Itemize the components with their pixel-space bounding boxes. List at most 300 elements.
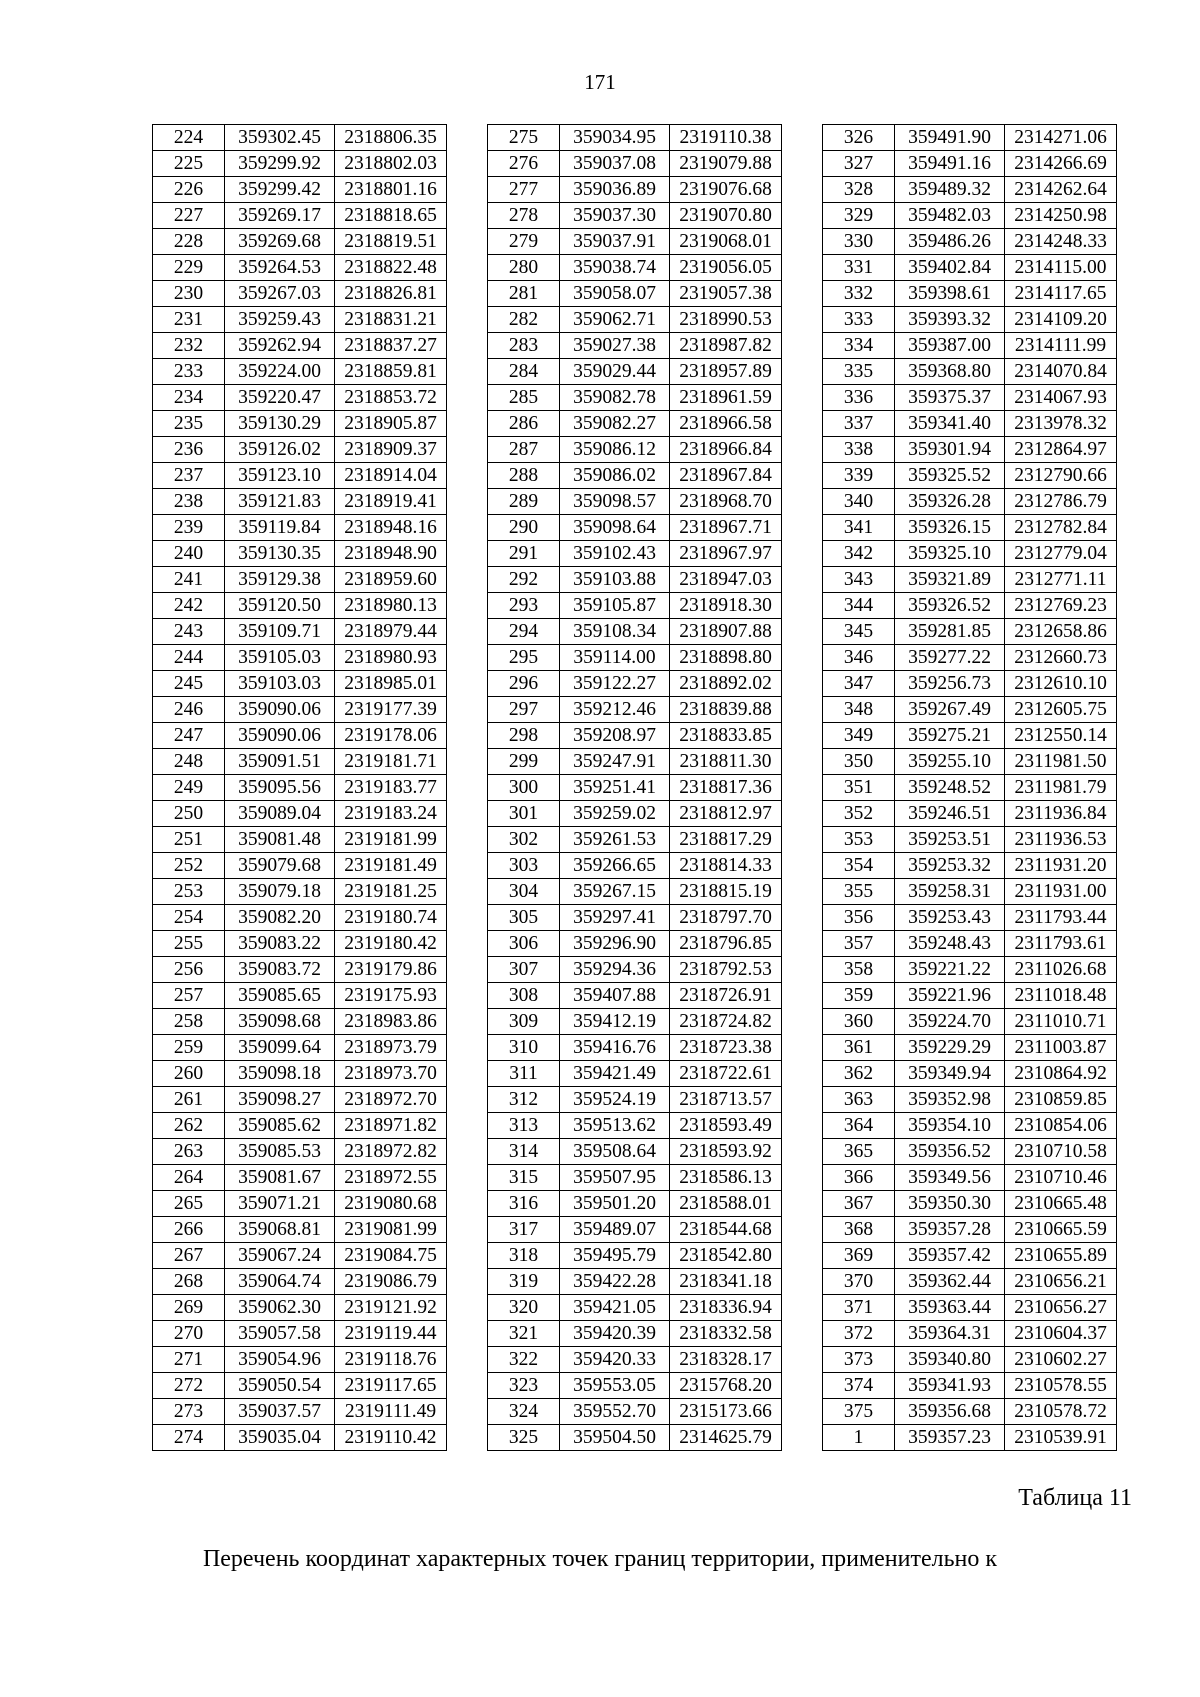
table-row bbox=[153, 1217, 447, 1243]
y-coordinate-cell: 2319080.68 bbox=[335, 1191, 447, 1217]
point-number-cell: 240 bbox=[153, 541, 225, 567]
table-row bbox=[488, 229, 782, 255]
point-number-cell: 309 bbox=[488, 1009, 560, 1035]
point-number-cell: 258 bbox=[153, 1009, 225, 1035]
table-row bbox=[153, 1399, 447, 1425]
y-coordinate-cell: 2319180.74 bbox=[335, 905, 447, 931]
table-row bbox=[823, 307, 1117, 333]
point-number-cell: 325 bbox=[488, 1425, 560, 1451]
y-coordinate-cell: 2315173.66 bbox=[670, 1399, 782, 1425]
point-number-cell: 373 bbox=[823, 1347, 895, 1373]
x-coordinate-cell: 359321.89 bbox=[895, 567, 1005, 593]
table-row bbox=[488, 1087, 782, 1113]
table-row bbox=[153, 853, 447, 879]
y-coordinate-cell: 2312864.97 bbox=[1005, 437, 1117, 463]
point-number-cell: 324 bbox=[488, 1399, 560, 1425]
table-row bbox=[153, 203, 447, 229]
y-coordinate-cell: 2318792.53 bbox=[670, 957, 782, 983]
x-coordinate-cell: 359507.95 bbox=[560, 1165, 670, 1191]
y-coordinate-cell: 2319117.65 bbox=[335, 1373, 447, 1399]
y-coordinate-cell: 2314109.20 bbox=[1005, 307, 1117, 333]
table-row bbox=[823, 645, 1117, 671]
x-coordinate-cell: 359513.62 bbox=[560, 1113, 670, 1139]
y-coordinate-cell: 2318948.16 bbox=[335, 515, 447, 541]
point-number-cell: 335 bbox=[823, 359, 895, 385]
x-coordinate-cell: 359350.30 bbox=[895, 1191, 1005, 1217]
table-row bbox=[488, 723, 782, 749]
point-number-cell: 327 bbox=[823, 151, 895, 177]
point-number-cell: 319 bbox=[488, 1269, 560, 1295]
x-coordinate-cell: 359393.32 bbox=[895, 307, 1005, 333]
table-row bbox=[823, 359, 1117, 385]
x-coordinate-cell: 359524.19 bbox=[560, 1087, 670, 1113]
y-coordinate-cell: 2319076.68 bbox=[670, 177, 782, 203]
table-row bbox=[153, 671, 447, 697]
table-row bbox=[488, 957, 782, 983]
point-number-cell: 346 bbox=[823, 645, 895, 671]
x-coordinate-cell: 359054.96 bbox=[225, 1347, 335, 1373]
section-heading: Перечень координат характерных точек границ территории, применительно к bbox=[202, 1546, 998, 1572]
point-number-cell: 356 bbox=[823, 905, 895, 931]
table-row bbox=[153, 1061, 447, 1087]
y-coordinate-cell: 2311793.61 bbox=[1005, 931, 1117, 957]
point-number-cell: 315 bbox=[488, 1165, 560, 1191]
table-row bbox=[488, 125, 782, 151]
point-number-cell: 274 bbox=[153, 1425, 225, 1451]
point-number-cell: 369 bbox=[823, 1243, 895, 1269]
x-coordinate-cell: 359486.26 bbox=[895, 229, 1005, 255]
table-row bbox=[153, 1087, 447, 1113]
page-number: 171 bbox=[584, 70, 616, 94]
x-coordinate-cell: 359029.44 bbox=[560, 359, 670, 385]
y-coordinate-cell: 2318905.87 bbox=[335, 411, 447, 437]
x-coordinate-cell: 359037.57 bbox=[225, 1399, 335, 1425]
y-coordinate-cell: 2318979.44 bbox=[335, 619, 447, 645]
y-coordinate-cell: 2311010.71 bbox=[1005, 1009, 1117, 1035]
y-coordinate-cell: 2318723.38 bbox=[670, 1035, 782, 1061]
x-coordinate-cell: 359297.41 bbox=[560, 905, 670, 931]
y-coordinate-cell: 2318588.01 bbox=[670, 1191, 782, 1217]
table-row bbox=[823, 827, 1117, 853]
point-number-cell: 269 bbox=[153, 1295, 225, 1321]
x-coordinate-cell: 359491.90 bbox=[895, 125, 1005, 151]
point-number-cell: 354 bbox=[823, 853, 895, 879]
point-number-cell: 245 bbox=[153, 671, 225, 697]
x-coordinate-cell: 359091.51 bbox=[225, 749, 335, 775]
x-coordinate-cell: 359114.00 bbox=[560, 645, 670, 671]
x-coordinate-cell: 359387.00 bbox=[895, 333, 1005, 359]
table-row bbox=[488, 827, 782, 853]
y-coordinate-cell: 2312605.75 bbox=[1005, 697, 1117, 723]
table-row bbox=[823, 1165, 1117, 1191]
y-coordinate-cell: 2318724.82 bbox=[670, 1009, 782, 1035]
y-coordinate-cell: 2318990.53 bbox=[670, 307, 782, 333]
y-coordinate-cell: 2319110.42 bbox=[335, 1425, 447, 1451]
x-coordinate-cell: 359122.27 bbox=[560, 671, 670, 697]
y-coordinate-cell: 2318839.88 bbox=[670, 697, 782, 723]
point-number-cell: 259 bbox=[153, 1035, 225, 1061]
table-row bbox=[823, 1139, 1117, 1165]
x-coordinate-cell: 359095.56 bbox=[225, 775, 335, 801]
table-row bbox=[488, 411, 782, 437]
point-number-cell: 280 bbox=[488, 255, 560, 281]
x-coordinate-cell: 359412.19 bbox=[560, 1009, 670, 1035]
point-number-cell: 284 bbox=[488, 359, 560, 385]
point-number-cell: 337 bbox=[823, 411, 895, 437]
point-number-cell: 226 bbox=[153, 177, 225, 203]
x-coordinate-cell: 359099.64 bbox=[225, 1035, 335, 1061]
y-coordinate-cell: 2310539.91 bbox=[1005, 1425, 1117, 1451]
point-number-cell: 257 bbox=[153, 983, 225, 1009]
table-row bbox=[153, 931, 447, 957]
y-coordinate-cell: 2312786.79 bbox=[1005, 489, 1117, 515]
x-coordinate-cell: 359299.92 bbox=[225, 151, 335, 177]
table-row bbox=[823, 437, 1117, 463]
point-number-cell: 355 bbox=[823, 879, 895, 905]
y-coordinate-cell: 2311793.44 bbox=[1005, 905, 1117, 931]
x-coordinate-cell: 359553.05 bbox=[560, 1373, 670, 1399]
point-number-cell: 254 bbox=[153, 905, 225, 931]
table-row bbox=[823, 541, 1117, 567]
table-row bbox=[823, 125, 1117, 151]
table-row bbox=[823, 151, 1117, 177]
point-number-cell: 305 bbox=[488, 905, 560, 931]
x-coordinate-cell: 359038.74 bbox=[560, 255, 670, 281]
y-coordinate-cell: 2311026.68 bbox=[1005, 957, 1117, 983]
point-number-cell: 237 bbox=[153, 463, 225, 489]
table-row bbox=[153, 1113, 447, 1139]
table-row bbox=[823, 853, 1117, 879]
point-number-cell: 230 bbox=[153, 281, 225, 307]
y-coordinate-cell: 2311931.20 bbox=[1005, 853, 1117, 879]
table-row bbox=[153, 255, 447, 281]
table-row bbox=[153, 567, 447, 593]
x-coordinate-cell: 359082.78 bbox=[560, 385, 670, 411]
table-row bbox=[488, 255, 782, 281]
y-coordinate-cell: 2318837.27 bbox=[335, 333, 447, 359]
x-coordinate-cell: 359208.97 bbox=[560, 723, 670, 749]
point-number-cell: 295 bbox=[488, 645, 560, 671]
y-coordinate-cell: 2318814.33 bbox=[670, 853, 782, 879]
table-row bbox=[488, 879, 782, 905]
x-coordinate-cell: 359325.10 bbox=[895, 541, 1005, 567]
x-coordinate-cell: 359062.30 bbox=[225, 1295, 335, 1321]
x-coordinate-cell: 359489.07 bbox=[560, 1217, 670, 1243]
x-coordinate-cell: 359221.96 bbox=[895, 983, 1005, 1009]
y-coordinate-cell: 2318980.13 bbox=[335, 593, 447, 619]
y-coordinate-cell: 2319181.99 bbox=[335, 827, 447, 853]
x-coordinate-cell: 359037.91 bbox=[560, 229, 670, 255]
point-number-cell: 260 bbox=[153, 1061, 225, 1087]
point-number-cell: 233 bbox=[153, 359, 225, 385]
y-coordinate-cell: 2311936.53 bbox=[1005, 827, 1117, 853]
table-row bbox=[823, 1269, 1117, 1295]
table-row bbox=[488, 1061, 782, 1087]
point-number-cell: 300 bbox=[488, 775, 560, 801]
x-coordinate-cell: 359281.85 bbox=[895, 619, 1005, 645]
table-row bbox=[488, 203, 782, 229]
point-number-cell: 368 bbox=[823, 1217, 895, 1243]
y-coordinate-cell: 2318959.60 bbox=[335, 567, 447, 593]
y-coordinate-cell: 2319181.71 bbox=[335, 749, 447, 775]
y-coordinate-cell: 2319070.80 bbox=[670, 203, 782, 229]
point-number-cell: 304 bbox=[488, 879, 560, 905]
y-coordinate-cell: 2314115.00 bbox=[1005, 255, 1117, 281]
x-coordinate-cell: 359253.43 bbox=[895, 905, 1005, 931]
table-row bbox=[488, 1243, 782, 1269]
x-coordinate-cell: 359264.53 bbox=[225, 255, 335, 281]
x-coordinate-cell: 359349.56 bbox=[895, 1165, 1005, 1191]
point-number-cell: 331 bbox=[823, 255, 895, 281]
table-row bbox=[488, 931, 782, 957]
table-row bbox=[488, 1347, 782, 1373]
point-number-cell: 306 bbox=[488, 931, 560, 957]
table-row bbox=[488, 515, 782, 541]
point-number-cell: 342 bbox=[823, 541, 895, 567]
table-row bbox=[823, 723, 1117, 749]
table-row bbox=[823, 1399, 1117, 1425]
table-row bbox=[823, 489, 1117, 515]
x-coordinate-cell: 359420.39 bbox=[560, 1321, 670, 1347]
x-coordinate-cell: 359037.30 bbox=[560, 203, 670, 229]
point-number-cell: 292 bbox=[488, 567, 560, 593]
point-number-cell: 251 bbox=[153, 827, 225, 853]
table-row bbox=[823, 1061, 1117, 1087]
table-row bbox=[488, 1399, 782, 1425]
point-number-cell: 320 bbox=[488, 1295, 560, 1321]
table-row bbox=[823, 1347, 1117, 1373]
point-number-cell: 321 bbox=[488, 1321, 560, 1347]
y-coordinate-cell: 2310859.85 bbox=[1005, 1087, 1117, 1113]
x-coordinate-cell: 359258.31 bbox=[895, 879, 1005, 905]
y-coordinate-cell: 2318892.02 bbox=[670, 671, 782, 697]
y-coordinate-cell: 2314271.06 bbox=[1005, 125, 1117, 151]
table-row bbox=[488, 593, 782, 619]
y-coordinate-cell: 2312658.86 bbox=[1005, 619, 1117, 645]
point-number-cell: 338 bbox=[823, 437, 895, 463]
y-coordinate-cell: 2311003.87 bbox=[1005, 1035, 1117, 1061]
table-row bbox=[488, 151, 782, 177]
point-number-cell: 277 bbox=[488, 177, 560, 203]
table-row bbox=[488, 567, 782, 593]
x-coordinate-cell: 359421.49 bbox=[560, 1061, 670, 1087]
x-coordinate-cell: 359251.41 bbox=[560, 775, 670, 801]
x-coordinate-cell: 359224.00 bbox=[225, 359, 335, 385]
point-number-cell: 340 bbox=[823, 489, 895, 515]
point-number-cell: 310 bbox=[488, 1035, 560, 1061]
point-number-cell: 290 bbox=[488, 515, 560, 541]
x-coordinate-cell: 359103.03 bbox=[225, 671, 335, 697]
point-number-cell: 272 bbox=[153, 1373, 225, 1399]
point-number-cell: 347 bbox=[823, 671, 895, 697]
x-coordinate-cell: 359130.29 bbox=[225, 411, 335, 437]
table-row bbox=[823, 983, 1117, 1009]
y-coordinate-cell: 2318815.19 bbox=[670, 879, 782, 905]
y-coordinate-cell: 2319081.99 bbox=[335, 1217, 447, 1243]
table-row bbox=[153, 775, 447, 801]
point-number-cell: 314 bbox=[488, 1139, 560, 1165]
x-coordinate-cell: 359085.65 bbox=[225, 983, 335, 1009]
point-number-cell: 291 bbox=[488, 541, 560, 567]
y-coordinate-cell: 2319121.92 bbox=[335, 1295, 447, 1321]
table-row bbox=[153, 827, 447, 853]
x-coordinate-cell: 359267.15 bbox=[560, 879, 670, 905]
y-coordinate-cell: 2319178.06 bbox=[335, 723, 447, 749]
y-coordinate-cell: 2318966.58 bbox=[670, 411, 782, 437]
point-number-cell: 231 bbox=[153, 307, 225, 333]
table-row bbox=[823, 749, 1117, 775]
y-coordinate-cell: 2310604.37 bbox=[1005, 1321, 1117, 1347]
table-row bbox=[823, 1321, 1117, 1347]
x-coordinate-cell: 359058.07 bbox=[560, 281, 670, 307]
y-coordinate-cell: 2319177.39 bbox=[335, 697, 447, 723]
x-coordinate-cell: 359267.49 bbox=[895, 697, 1005, 723]
point-number-cell: 329 bbox=[823, 203, 895, 229]
y-coordinate-cell: 2318801.16 bbox=[335, 177, 447, 203]
table-row bbox=[488, 619, 782, 645]
y-coordinate-cell: 2319183.24 bbox=[335, 801, 447, 827]
table-row bbox=[823, 593, 1117, 619]
table-row bbox=[488, 307, 782, 333]
y-coordinate-cell: 2314111.99 bbox=[1005, 333, 1117, 359]
x-coordinate-cell: 359105.03 bbox=[225, 645, 335, 671]
table-row bbox=[488, 1321, 782, 1347]
x-coordinate-cell: 359552.70 bbox=[560, 1399, 670, 1425]
y-coordinate-cell: 2318967.97 bbox=[670, 541, 782, 567]
x-coordinate-cell: 359081.48 bbox=[225, 827, 335, 853]
table-row bbox=[823, 931, 1117, 957]
y-coordinate-cell: 2314266.69 bbox=[1005, 151, 1117, 177]
point-number-cell: 271 bbox=[153, 1347, 225, 1373]
x-coordinate-cell: 359407.88 bbox=[560, 983, 670, 1009]
table-row bbox=[153, 905, 447, 931]
x-coordinate-cell: 359120.50 bbox=[225, 593, 335, 619]
x-coordinate-cell: 359082.20 bbox=[225, 905, 335, 931]
table-row bbox=[488, 463, 782, 489]
x-coordinate-cell: 359420.33 bbox=[560, 1347, 670, 1373]
table-row bbox=[153, 515, 447, 541]
table-row bbox=[823, 255, 1117, 281]
y-coordinate-cell: 2318341.18 bbox=[670, 1269, 782, 1295]
point-number-cell: 326 bbox=[823, 125, 895, 151]
point-number-cell: 352 bbox=[823, 801, 895, 827]
table-row bbox=[823, 515, 1117, 541]
table-row bbox=[823, 1087, 1117, 1113]
point-number-cell: 252 bbox=[153, 853, 225, 879]
x-coordinate-cell: 359299.42 bbox=[225, 177, 335, 203]
table-row bbox=[488, 1269, 782, 1295]
table-row bbox=[823, 1217, 1117, 1243]
point-number-cell: 353 bbox=[823, 827, 895, 853]
x-coordinate-cell: 359083.72 bbox=[225, 957, 335, 983]
y-coordinate-cell: 2313978.32 bbox=[1005, 411, 1117, 437]
table-row bbox=[823, 1373, 1117, 1399]
table-row bbox=[153, 1347, 447, 1373]
point-number-cell: 312 bbox=[488, 1087, 560, 1113]
point-number-cell: 234 bbox=[153, 385, 225, 411]
table-row bbox=[488, 281, 782, 307]
x-coordinate-cell: 359259.02 bbox=[560, 801, 670, 827]
table-row bbox=[823, 203, 1117, 229]
table-row bbox=[153, 463, 447, 489]
table-row bbox=[823, 1035, 1117, 1061]
y-coordinate-cell: 2318973.79 bbox=[335, 1035, 447, 1061]
y-coordinate-cell: 2319110.38 bbox=[670, 125, 782, 151]
table-row bbox=[823, 775, 1117, 801]
y-coordinate-cell: 2318802.03 bbox=[335, 151, 447, 177]
point-number-cell: 289 bbox=[488, 489, 560, 515]
point-number-cell: 281 bbox=[488, 281, 560, 307]
y-coordinate-cell: 2318968.70 bbox=[670, 489, 782, 515]
table-row bbox=[488, 1113, 782, 1139]
point-number-cell: 372 bbox=[823, 1321, 895, 1347]
x-coordinate-cell: 359325.52 bbox=[895, 463, 1005, 489]
y-coordinate-cell: 2318909.37 bbox=[335, 437, 447, 463]
y-coordinate-cell: 2318966.84 bbox=[670, 437, 782, 463]
x-coordinate-cell: 359357.23 bbox=[895, 1425, 1005, 1451]
table-row bbox=[153, 307, 447, 333]
x-coordinate-cell: 359277.22 bbox=[895, 645, 1005, 671]
x-coordinate-cell: 359368.80 bbox=[895, 359, 1005, 385]
y-coordinate-cell: 2318831.21 bbox=[335, 307, 447, 333]
table-row bbox=[823, 619, 1117, 645]
table-row bbox=[153, 359, 447, 385]
y-coordinate-cell: 2318332.58 bbox=[670, 1321, 782, 1347]
y-coordinate-cell: 2314625.79 bbox=[670, 1425, 782, 1451]
table-row bbox=[488, 177, 782, 203]
table-row bbox=[823, 879, 1117, 905]
x-coordinate-cell: 359119.84 bbox=[225, 515, 335, 541]
x-coordinate-cell: 359036.89 bbox=[560, 177, 670, 203]
x-coordinate-cell: 359341.40 bbox=[895, 411, 1005, 437]
table-row bbox=[153, 333, 447, 359]
point-number-cell: 371 bbox=[823, 1295, 895, 1321]
point-number-cell: 264 bbox=[153, 1165, 225, 1191]
table-row bbox=[153, 749, 447, 775]
point-number-cell: 297 bbox=[488, 697, 560, 723]
point-number-cell: 350 bbox=[823, 749, 895, 775]
coordinates-table-2 bbox=[487, 124, 782, 1451]
y-coordinate-cell: 2319056.05 bbox=[670, 255, 782, 281]
point-number-cell: 238 bbox=[153, 489, 225, 515]
y-coordinate-cell: 2311981.50 bbox=[1005, 749, 1117, 775]
point-number-cell: 248 bbox=[153, 749, 225, 775]
x-coordinate-cell: 359027.38 bbox=[560, 333, 670, 359]
x-coordinate-cell: 359262.94 bbox=[225, 333, 335, 359]
table-row bbox=[153, 697, 447, 723]
point-number-cell: 282 bbox=[488, 307, 560, 333]
y-coordinate-cell: 2312779.04 bbox=[1005, 541, 1117, 567]
x-coordinate-cell: 359220.47 bbox=[225, 385, 335, 411]
x-coordinate-cell: 359090.06 bbox=[225, 697, 335, 723]
table-row bbox=[153, 541, 447, 567]
table-row bbox=[153, 1009, 447, 1035]
x-coordinate-cell: 359102.43 bbox=[560, 541, 670, 567]
point-number-cell: 267 bbox=[153, 1243, 225, 1269]
point-number-cell: 351 bbox=[823, 775, 895, 801]
x-coordinate-cell: 359326.15 bbox=[895, 515, 1005, 541]
y-coordinate-cell: 2314262.64 bbox=[1005, 177, 1117, 203]
y-coordinate-cell: 2318722.61 bbox=[670, 1061, 782, 1087]
table-row bbox=[153, 281, 447, 307]
y-coordinate-cell: 2312550.14 bbox=[1005, 723, 1117, 749]
table-row bbox=[153, 437, 447, 463]
x-coordinate-cell: 359247.91 bbox=[560, 749, 670, 775]
x-coordinate-cell: 359341.93 bbox=[895, 1373, 1005, 1399]
x-coordinate-cell: 359037.08 bbox=[560, 151, 670, 177]
y-coordinate-cell: 2314070.84 bbox=[1005, 359, 1117, 385]
table-row bbox=[823, 1009, 1117, 1035]
